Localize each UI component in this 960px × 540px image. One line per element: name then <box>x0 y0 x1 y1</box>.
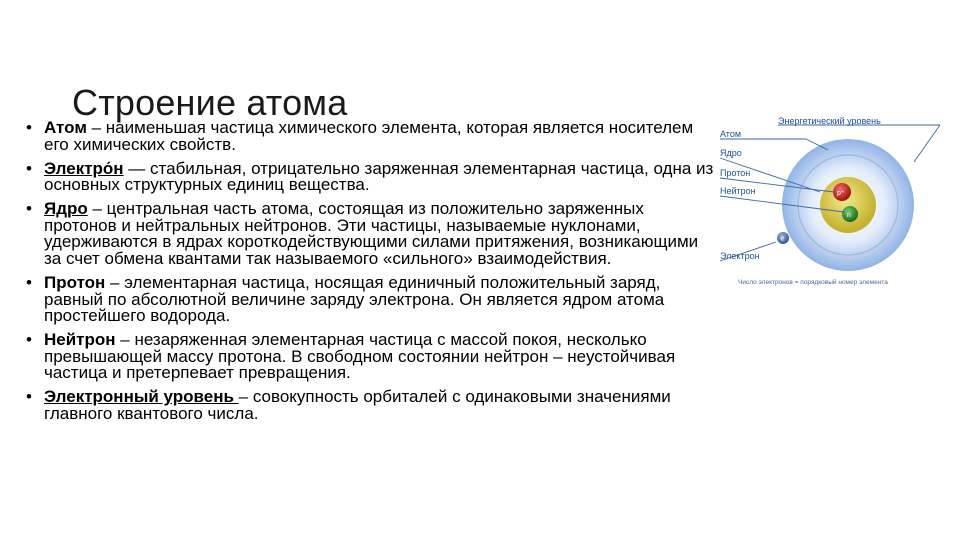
desc-neutron: – незаряженная элементарная частица с массой покоя, несколько превышающей массу протона. В свободном состоянии нейтрон – неустойчивая частица и претерпевает превращения. <box>44 330 676 383</box>
label-neutron: Нейтрон <box>720 186 756 196</box>
desc-atom: – наименьшая частица химического элемента, которая является носителем его химических свойств. <box>44 118 694 154</box>
pointer-heading-tail <box>914 125 940 162</box>
label-energy-level: Энергетический уровень <box>778 116 881 126</box>
proton-symbol: p⁺ <box>837 190 845 197</box>
bullet-proton <box>26 272 716 326</box>
bullet-dot: • <box>26 158 32 178</box>
electron-symbol: e <box>780 235 785 243</box>
slide-title: Строение атома <box>72 82 348 124</box>
definitions-list <box>26 120 716 430</box>
term-nucleus: Ядро <box>44 199 88 219</box>
term-atom: Атом <box>44 118 87 137</box>
label-electron: Электрон <box>720 251 760 261</box>
atom-illustration <box>716 112 944 292</box>
bullet-dot: • <box>26 387 32 407</box>
desc-electron-level: – совокупность орбиталей с одинаковыми значениями главного квантового числа. <box>44 387 671 423</box>
term-electron: Электро́н <box>44 158 124 178</box>
term-neutron: Нейтрон <box>44 330 116 350</box>
bullet-dot: • <box>26 199 32 219</box>
bullet-atom <box>26 120 716 153</box>
bullet-dot: • <box>26 118 32 137</box>
neutron-symbol: n <box>847 212 851 219</box>
bullet-electron <box>26 158 716 195</box>
bullet-nucleus <box>26 201 716 267</box>
desc-electron: — стабильная, отрицательно заряженная элементарная частица, одна из основных структурных единиц вещества. <box>44 158 714 195</box>
atom-diagram <box>716 112 944 292</box>
bullet-dot: • <box>26 330 32 350</box>
bullet-dot: • <box>26 272 32 292</box>
label-proton: Протон <box>720 168 751 178</box>
label-nucleus: Ядро <box>720 148 742 158</box>
bullet-neutron <box>26 332 716 382</box>
bullet-electron-level <box>26 389 716 422</box>
diagram-caption: Число электронов = порядковый номер элемента <box>738 279 888 286</box>
desc-nucleus: – центральная часть атома, состоящая из положительно заряженных протонов и нейтральных нейтронов. Эти частицы, называемые нуклонами, удерживаются в ядрах короткодействующими силами притяжения, возникающими за счет обмена квантами так называемого «сильного» взаимодействия. <box>44 199 699 268</box>
label-atom: Атом <box>720 129 742 139</box>
term-electron-level: Электронный уровень <box>44 387 239 407</box>
term-proton: Протон <box>44 272 106 292</box>
desc-proton: – элементарная частица, носящая единичный положительный заряд, равный по абсолютной величине заряду электрона. Он является ядром атома простейшего водорода. <box>44 272 665 326</box>
